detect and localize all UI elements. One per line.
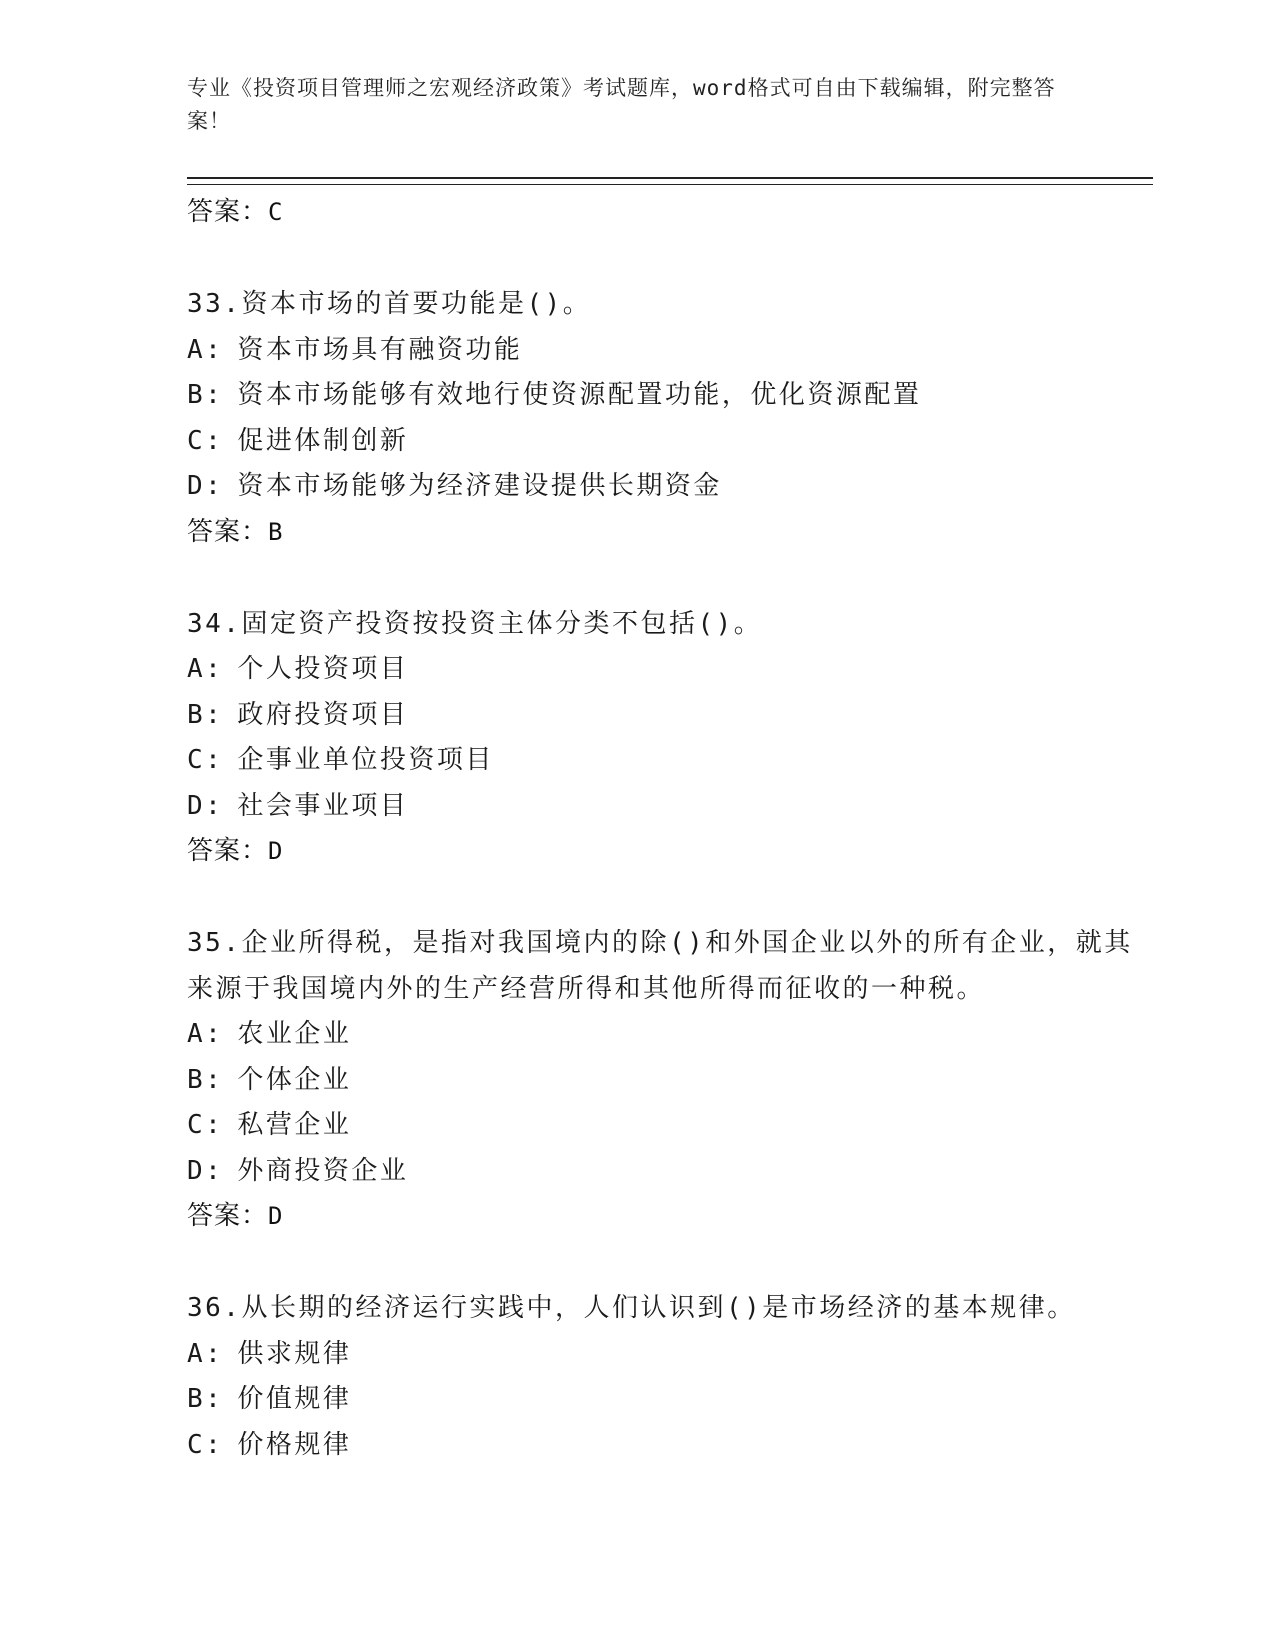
question-list [187, 190, 1147, 1468]
option-text: 价值规律 [237, 1384, 352, 1414]
answer-label: 答案： [187, 516, 269, 547]
option-letter: B: [187, 699, 224, 730]
option-text: 个体企业 [237, 1064, 352, 1095]
option-c [187, 1103, 1147, 1149]
option-letter: A: [187, 1019, 224, 1049]
option-letter: C: [187, 745, 224, 775]
spacer [187, 1238, 1147, 1286]
question-text: 36.从长期的经济运行实践中，人们认识到()是市场经济的基本规律。 [187, 1293, 1076, 1323]
option-b [187, 1058, 1147, 1104]
option-letter: C: [187, 1429, 224, 1460]
option-text: 外商投资企业 [237, 1155, 409, 1186]
option-letter: D: [187, 1155, 224, 1186]
option-letter: B: [187, 1064, 224, 1095]
option-text: 供求规律 [237, 1338, 352, 1369]
option-c [187, 419, 1147, 465]
header-divider [187, 177, 1153, 185]
answer-line [187, 1194, 1147, 1238]
option-text: 社会事业项目 [237, 790, 409, 821]
spacer [187, 234, 1147, 282]
spacer [187, 873, 1147, 921]
option-text: 个人投资项目 [237, 654, 409, 684]
option-d [187, 1149, 1147, 1195]
option-letter: A: [187, 1338, 224, 1369]
answer-line [187, 510, 1147, 554]
answer-line [187, 829, 1147, 873]
option-text: 促进体制创新 [237, 425, 409, 456]
option-letter: D: [187, 790, 224, 821]
option-a [187, 328, 1147, 374]
option-letter: C: [187, 1110, 224, 1140]
option-d [187, 464, 1147, 510]
question-text: 35.企业所得税，是指对我国境内的除()和外国企业以外的所有企业，就其来源于我国境内外的生产经营所得和其他所得而征收的一种税。 [187, 928, 1133, 1004]
answer-label: 答案： [187, 1201, 269, 1231]
option-text: 农业企业 [237, 1019, 352, 1049]
option-b [187, 1377, 1147, 1423]
spacer [187, 554, 1147, 602]
answer-value: D [268, 837, 284, 865]
option-text: 价格规律 [237, 1429, 352, 1460]
document-header: 专业《投资项目管理师之宏观经济政策》考试题库，word格式可自由下载编辑，附完整答案！ [187, 76, 1056, 133]
answer-label: 答案： [187, 197, 269, 227]
option-a [187, 647, 1147, 693]
option-d [187, 784, 1147, 830]
answer-value: D [268, 1202, 284, 1230]
answer-label: 答案： [187, 836, 269, 866]
option-text: 政府投资项目 [237, 699, 409, 730]
option-letter: D: [187, 471, 224, 501]
option-b [187, 693, 1147, 739]
answer-line [187, 190, 1147, 234]
answer-value: C [268, 198, 284, 226]
option-a [187, 1332, 1147, 1378]
option-a [187, 1012, 1147, 1058]
option-letter: A: [187, 334, 224, 365]
option-letter: B: [187, 380, 224, 410]
question-text: 33.资本市场的首要功能是()。 [187, 289, 592, 319]
option-text: 资本市场能够有效地行使资源配置功能，优化资源配置 [237, 380, 922, 410]
option-b [187, 373, 1147, 419]
option-letter: B: [187, 1384, 224, 1414]
option-text: 资本市场具有融资功能 [237, 334, 523, 365]
option-c [187, 738, 1147, 784]
option-letter: C: [187, 425, 224, 456]
option-text: 私营企业 [237, 1110, 352, 1140]
option-text: 资本市场能够为经济建设提供长期资金 [237, 471, 722, 501]
question-text: 34.固定资产投资按投资主体分类不包括()。 [187, 608, 763, 639]
option-text: 企事业单位投资项目 [237, 745, 494, 775]
answer-value: B [268, 517, 284, 546]
option-c [187, 1423, 1147, 1469]
option-letter: A: [187, 654, 224, 684]
